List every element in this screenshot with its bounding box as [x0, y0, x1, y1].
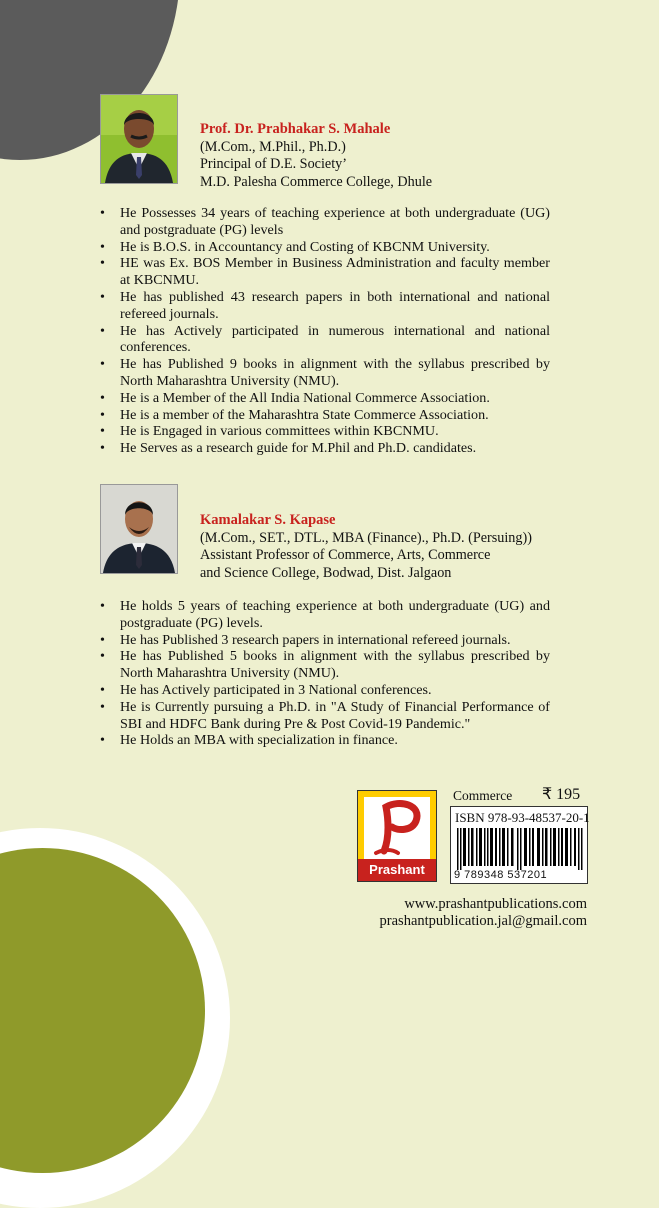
author1-degree: (M.Com., M.Phil., Ph.D.): [200, 138, 346, 155]
logo-p-icon: [364, 797, 430, 859]
list-item: • He Possesses 34 years of teaching experience at both undergraduate (UG) and postgraduate (PG) levels: [98, 205, 550, 239]
list-item: • He is Engaged in various committees within KBCNMU.: [98, 423, 550, 440]
author1-college: M.D. Palesha Commerce College, Dhule: [200, 173, 433, 190]
price-label: ₹ 195: [542, 786, 581, 803]
author2-photo: [100, 484, 178, 574]
list-item: • He has Published 9 books in alignment with the syllabus prescribed by North Maharashtra University (NMU).: [98, 356, 550, 390]
list-item: • He is Currently pursuing a Ph.D. in "A Study of Financial Performance of SBI and HDFC Bank during Pre & Post Covid-19 Pandemic.": [98, 699, 550, 733]
list-item: • He Holds an MBA with specialization in finance.: [98, 732, 550, 749]
author2-name: Kamalakar S. Kapase: [200, 512, 336, 528]
list-item: • He Serves as a research guide for M.Phil and Ph.D. candidates.: [98, 440, 550, 457]
isbn-box: [450, 806, 588, 884]
list-item: • He has published 43 research papers in both international and national refereed journals.: [98, 289, 550, 323]
list-item: • He has Published 5 books in alignment with the syllabus prescribed by North Maharashtra University (NMU).: [98, 648, 550, 682]
author1-position: Principal of D.E. Society’: [200, 156, 347, 172]
author2-info: [200, 512, 532, 582]
author1-info: [200, 121, 432, 191]
author1-bio-list: [98, 205, 550, 457]
author2-degree: (M.Com., SET., DTL., MBA (Finance)., Ph.D. (Persuing)): [200, 529, 532, 546]
publisher-logo: [357, 790, 437, 882]
website-link[interactable]: www.prashantpublications.com: [404, 896, 587, 912]
author2-college: and Science College, Bodwad, Dist. Jalgaon: [200, 564, 452, 581]
list-item: • HE was Ex. BOS Member in Business Administration and faculty member at KBCNMU.: [98, 255, 550, 289]
list-item: • He is a Member of the All India National Commerce Association.: [98, 390, 550, 407]
barcode-icon: [457, 828, 583, 870]
list-item: • He is B.O.S. in Accountancy and Costing of KBCNM University.: [98, 239, 550, 256]
list-item: • He has Published 3 research papers in international refereed journals.: [98, 632, 550, 649]
author2-bio-list: [98, 598, 550, 749]
list-item: • He has Actively participated in numerous international and national conferences.: [98, 323, 550, 357]
list-item: • He has Actively participated in 3 National conferences.: [98, 682, 550, 699]
list-item: • He holds 5 years of teaching experience at both undergraduate (UG) and postgraduate (PG) levels.: [98, 598, 550, 632]
list-item: • He is a member of the Maharashtra State Commerce Association.: [98, 407, 550, 424]
author1-photo: [100, 94, 178, 184]
isbn-text: ISBN 978-93-48537-20-1: [455, 810, 590, 825]
author1-name: Prof. Dr. Prabhakar S. Mahale: [200, 121, 391, 137]
publisher-contact: [355, 896, 587, 930]
barcode-number: 9 789348 537201: [454, 869, 548, 881]
logo-letter-area: [364, 797, 430, 859]
subject-label: Commerce: [453, 788, 513, 803]
author2-position: Assistant Professor of Commerce, Arts, Commerce: [200, 547, 491, 563]
publisher-name: Prashant: [358, 859, 436, 881]
email-link[interactable]: prashantpublication.jal@gmail.com: [379, 913, 587, 929]
